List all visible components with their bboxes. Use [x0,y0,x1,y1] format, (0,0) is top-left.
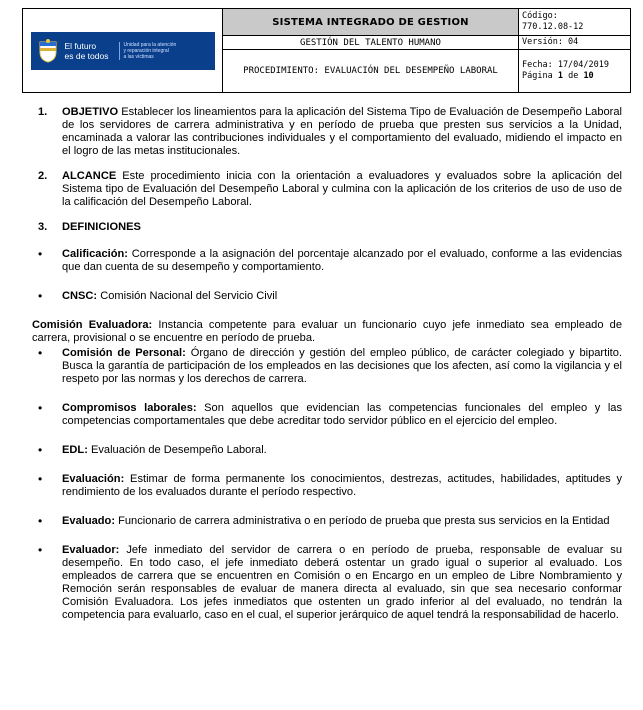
section-title: OBJETIVO [62,106,119,118]
logo-cell [23,9,223,93]
definition-term: EDL: [62,444,88,456]
version: Versión: 04 [519,36,631,50]
bullet-icon: • [38,472,43,486]
definition-item [38,248,622,274]
bullet-icon: • [38,247,43,261]
definition-term: Comisión Evaluadora: [32,319,153,331]
section-title: ALCANCE [62,170,117,182]
section-number: 2. [38,170,48,182]
definition-term: Comisión de Personal: [62,347,186,359]
definition-item [38,544,622,622]
procedure-name: PROCEDIMIENTO: EVALUACIÓN DEL DESEMPEÑO LABORAL [223,50,519,93]
page-current: 1 [557,71,563,81]
page-mid: de [562,71,584,81]
definition-text: Órgano de dirección y gestión del empleo público, de carácter colegiado y bipartito. Busca la garantía de participación de los empleados en las decisiones que los afecten, así como la vigilancia y el respeto por las normas y los derechos de carrera. [62,347,622,385]
definition-text: Comisión Nacional del Servicio Civil [97,290,278,302]
definition-text: Corresponde a la asignación del porcentaje alcanzado por el evaluado, conforme a las evidencias que dan cuenta de su desempeño y comportamiento. [62,248,622,273]
definition-item [38,473,622,499]
bullet-icon: • [38,443,43,457]
section-text: Este procedimiento inicia con la orientación a evaluadores y evaluados sobre la aplicación del Sistema tipo de Evaluación del Desempeño Laboral y culmina con la aplicación de los criterios de uso de uso de la calificación del Desempeño Laboral. [62,170,622,208]
system-title: SISTEMA INTEGRADO DE GESTION [223,9,519,36]
code-value: 770.12.08-12 [522,22,584,32]
logo-unit-name: Unidad para la atención y reparación integral a las víctimas [119,42,177,60]
definition-item [38,347,622,386]
section-number: 1. [38,106,48,118]
logo-slogan: El futuro es de todos [64,40,109,61]
definition-term: CNSC: [62,290,98,302]
code-label: Código: [522,11,558,21]
bullet-icon: • [38,401,43,415]
definition-text: Funcionario de carrera administrativa o en período de prueba que presta sus servicios en la Entidad [115,515,610,527]
section-text: Establecer los lineamientos para la aplicación del Sistema Tipo de Evaluación de Desempeño Laboral de los servidores de carrera administrativa y en período de prueba que presten sus servicios a la Unidad, encaminada a valorar las contribuciones individuales y el comportamiento del evaluado, midiendo el impacto en el logro de las metas institucionales. [62,106,622,157]
bullet-icon: • [38,346,43,360]
bullet-icon: • [38,289,43,303]
section-objetivo [38,106,622,158]
document-body [32,106,623,638]
definition-item [38,444,622,457]
page-prefix: Página [522,71,558,81]
definition-term: Evaluador: [62,544,120,556]
definition-item [38,290,622,303]
definition-item [38,515,622,528]
definition-text: Jefe inmediato del servidor de carrera o en período de prueba, responsable de evaluar su desempeño. En todo caso, el jefe inmediato deberá ostentar un grado igual o superior al evaluado. Los empleados de carrera que se encuentren en Comisión o en Encargo en un empleo de Libre Nombramiento y Remoción serán responsables de evaluar de manera directa al evaluado, sin que sea necesario conformar Comisión Evaluadora. Los jefes inmediatos que ostenten un grado inferior al del evaluado, no tendrán la competencia para evaluarlo, caso en el cual, el superior jerárquico de aquel tendrá la responsabilidad de hacerlo. [62,544,622,621]
section-number: 3. [38,221,48,233]
definition-text: Evaluación de Desempeño Laboral. [87,444,267,456]
bullet-icon: • [38,543,43,557]
section-definiciones [38,221,622,234]
definition-term: Calificación: [62,248,128,260]
definition-term: Evaluado: [62,515,116,527]
definition-text: Son aquellos que evidencian las competencias funcionales del empleo y las competencias comportamentales que debe acreditar todo servidor público en el ejercicio del empleo. [62,402,622,427]
definition-item [32,319,622,345]
page-total: 10 [583,71,594,81]
date: Fecha: 17/04/2019 [522,60,609,70]
definition-term: Compromisos laborales: [62,402,197,414]
code-cell [519,9,631,36]
entity-logo [31,32,215,70]
definition-text: Instancia competente para evaluar un funcionario cuyo jefe inmediato sea empleado de carrera, provisional o se encuentre en período de prueba. [32,319,623,344]
section-title: DEFINICIONES [62,221,141,233]
definition-text: Estimar de forma permanente los conocimientos, destrezas, actitudes, habilidades, aptitudes y rendimiento de los evaluados durante el período respectivo. [62,473,622,498]
date-page-cell [519,50,631,93]
section-alcance [38,170,622,209]
colombia-coat-of-arms-icon [37,38,59,64]
definition-term: Evaluación: [62,473,125,485]
bullet-icon: • [38,514,43,528]
page-indicator [522,71,630,82]
document-header [22,8,631,93]
definition-item [38,402,622,428]
area-name: GESTIÓN DEL TALENTO HUMANO [223,36,519,50]
